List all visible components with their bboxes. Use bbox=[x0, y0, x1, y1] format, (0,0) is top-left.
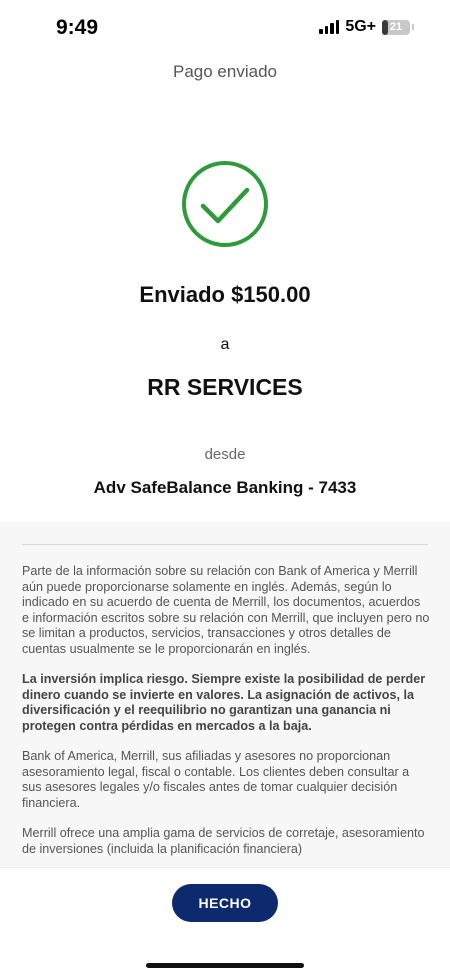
home-indicator[interactable] bbox=[146, 963, 304, 968]
status-indicators bbox=[319, 18, 414, 36]
battery-fill bbox=[382, 20, 388, 35]
status-bar bbox=[0, 0, 450, 52]
status-time: 9:49 bbox=[56, 16, 99, 39]
disclosure-paragraph-language: Parte de la información sobre su relación con Bank of America y Merrill aún puede proporcionarse solamente en inglés. Además, según lo indicado en su acuerdo de cuenta de Merrill, los documentos, acuerdos e información escritos sobre su relación con Merrill, que incluyen pero no se limitan a productos, servicios, transacciones y otros detalles de cuentas usualmente se le proporcionarán en inglés. bbox=[22, 564, 430, 656]
page-title: Pago enviado bbox=[173, 62, 277, 81]
source-account: Adv SafeBalance Banking - 7433 bbox=[93, 478, 357, 497]
disclosure-paragraph-services: Merrill ofrece una amplia gama de servicios de corretaje, asesoramiento de inversiones (incluida la planificación financiera) bbox=[22, 826, 425, 856]
disclosure-text bbox=[22, 564, 430, 867]
divider bbox=[22, 544, 428, 545]
to-label: a bbox=[220, 336, 230, 353]
sent-amount: Enviado $150.00 bbox=[139, 282, 311, 307]
recipient-name: RR SERVICES bbox=[147, 374, 303, 400]
from-label: desde bbox=[204, 446, 246, 463]
disclosure-paragraph-risk: La inversión implica riesgo. Siempre existe la posibilidad de perder dinero cuando se invierte en valores. La asignación de activos, la diversificación y el reequilibrio no garantizan una ganancia ni protegen contra pérdidas en mercados a la baja. bbox=[22, 672, 426, 733]
network-type: 5G+ bbox=[345, 18, 376, 35]
done-button[interactable]: HECHO bbox=[172, 884, 278, 922]
battery-level: 21 bbox=[389, 21, 403, 33]
footer bbox=[0, 867, 450, 975]
battery-cap bbox=[412, 24, 414, 30]
signal-icon bbox=[319, 20, 339, 34]
disclosure-paragraph-advice: Bank of America, Merrill, sus afiliadas y asesores no proporcionan asesoramiento legal, fiscal o contable. Los clientes deben consultar a sus asesores legales y/o fiscales antes de tomar cualquier decisión financiera. bbox=[22, 749, 410, 810]
battery-icon bbox=[382, 20, 410, 35]
disclosure-panel[interactable] bbox=[0, 522, 450, 867]
check-circle-icon bbox=[181, 160, 269, 248]
